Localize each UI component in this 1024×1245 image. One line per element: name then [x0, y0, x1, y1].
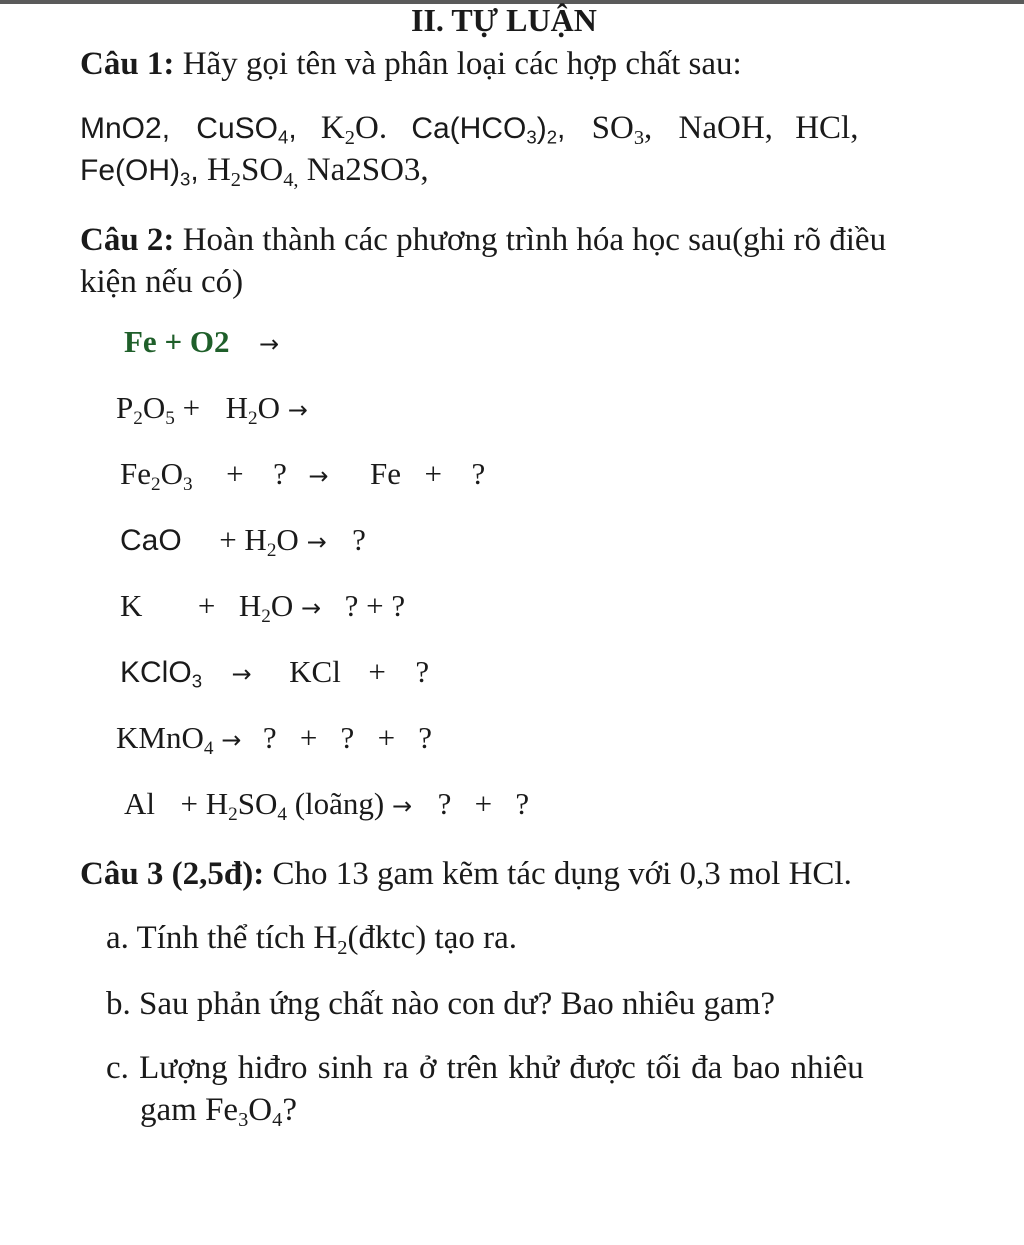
eq1-arrow: → [258, 330, 280, 358]
eq4-plus: + [219, 522, 237, 557]
eq5-h2o: $H_2O$ [238, 588, 294, 627]
eq5-products: ? + ? [344, 588, 406, 623]
eq2-arrow: → [287, 396, 308, 424]
compound-cuso4: CuSO$_4$, [196, 112, 297, 148]
q3-text: Cho 13 gam kẽm tác dụng với 0,3 mol HCl. [272, 856, 852, 892]
eq4-arrow: → [306, 528, 327, 556]
compound-na2so3: Na2SO3, [306, 152, 429, 188]
compound-so3: $SO_3$, [591, 110, 653, 150]
eq1-lhs: Fe + O2 [124, 324, 230, 359]
eq2-p2o5: $P_2O_5$ [116, 390, 175, 429]
eq8-products: ? + ? [437, 786, 530, 821]
eq3-plus: + [226, 456, 244, 491]
eq6-plus: + [368, 654, 386, 689]
eq2-plus: + [182, 390, 201, 425]
eq6-kcl: KCl [289, 654, 341, 689]
eq8-arrow: → [392, 792, 413, 820]
q2-heading-line2: kiện nếu có) [80, 264, 244, 300]
eq2-h2o: $H_2O$ [225, 390, 280, 429]
compound-ca-hco3-2: $Ca(HCO_3)_2$, [411, 112, 566, 148]
eq5-k: K [120, 588, 143, 623]
equation-7 [116, 718, 432, 760]
eq5-arrow: → [301, 594, 322, 622]
compound-naoh: NaOH, [678, 110, 773, 146]
equation-8 [124, 784, 529, 826]
q1-compounds-line2 [80, 150, 429, 191]
q3-part-c-line2: gam $Fe_3O_4$? [140, 1092, 298, 1132]
q3-part-a: a. Tính thể tích $H_2(đktc)$ tạo ra. [106, 920, 517, 960]
eq3-unknown-1: ? [273, 456, 287, 491]
eq3-fe2o3: $Fe_2O_3$ [120, 456, 193, 495]
eq3-fe: Fe [369, 456, 401, 491]
eq4-unknown: ? [352, 522, 366, 557]
q1-text: Hãy gọi tên và phân loại các hợp chất sau: [182, 46, 742, 82]
eq3-unknown-2: ? [471, 456, 486, 491]
q2-heading-line1 [80, 220, 886, 260]
q3-label: Câu 3 (2,5đ): [80, 856, 265, 892]
eq8-plus: + [180, 786, 198, 821]
compound-hcl: HCl, [795, 110, 859, 146]
eq7-kmno4: KMnO$_4$ [116, 720, 214, 759]
q1-compounds-line1 [80, 108, 858, 149]
eq3-arrow: → [308, 462, 329, 490]
equation-6 [120, 652, 429, 694]
compound-mno2: MnO2, [80, 112, 171, 145]
eq3-plus-2: + [424, 456, 442, 491]
eq6-unknown: ? [415, 654, 430, 689]
eq6-kclo3: KClO$_3$ [120, 656, 203, 692]
equation-5 [120, 586, 405, 628]
equation-1 [124, 322, 279, 364]
eq4-cao: CaO [120, 524, 182, 557]
compound-feoh3: $Fe(OH)_3$, [80, 154, 199, 190]
compound-k2o: $K_2O$. [320, 110, 388, 150]
eq8-condition: (loãng) [294, 786, 385, 821]
section-title: II. TỰ LUẬN [411, 2, 597, 38]
q2-text: Hoàn thành các phương trình hóa học sau(ghi rõ điều [182, 222, 887, 258]
eq6-arrow: → [231, 660, 252, 688]
eq8-al: Al [124, 786, 155, 821]
q1-label: Câu 1: [80, 46, 175, 82]
eq4-h2o: $H_2O$ [244, 522, 299, 561]
q3-part-b: b. Sau phản ứng chất nào con dư? Bao nhiêu gam? [106, 986, 776, 1022]
eq5-plus: + [197, 588, 216, 623]
q1-heading [80, 44, 742, 84]
q2-label: Câu 2: [80, 222, 175, 258]
eq7-products: ? + ? + ? [262, 720, 433, 755]
eq7-arrow: → [221, 726, 242, 754]
compound-h2so4: $H_2SO_{4,}$ [206, 152, 299, 192]
equation-2 [116, 388, 308, 430]
equation-3 [120, 454, 485, 496]
eq8-h2so4: $H_2SO_4$ [205, 786, 287, 825]
q3-part-c-line1: c. Lượng hiđro sinh ra ở trên khử được tối đa bao nhiêu [106, 1050, 864, 1086]
equation-4 [120, 520, 366, 562]
q3-heading [80, 854, 852, 894]
